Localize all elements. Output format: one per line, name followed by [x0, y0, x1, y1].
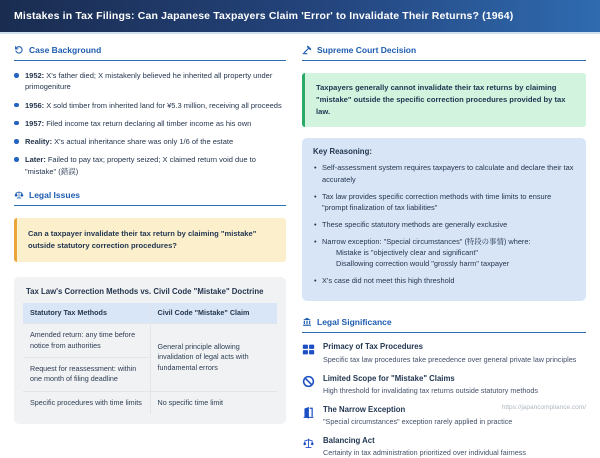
legal-issue-question-box: Can a taxpayer invalidate their tax return by claiming "mistake" outside statutory correction procedures?: [14, 218, 286, 262]
grid-icon: [302, 343, 315, 356]
significance-title: The Narrow Exception: [323, 404, 406, 414]
sub-item: Disallowing correction would "grossly harm" taxpayer: [336, 259, 510, 269]
balance-scale-icon: [302, 437, 315, 450]
item-label: 1956:: [25, 100, 45, 110]
table-cell-merged: General principle allowing invalidation of legal acts with fundamental errors: [150, 324, 277, 392]
key-reasoning-box: [302, 138, 586, 301]
ban-icon: [302, 375, 315, 388]
significance-item: [302, 342, 586, 364]
item-text: X's actual inheritance share was only 1/6 of the estate: [54, 137, 234, 146]
main-content: [0, 34, 600, 458]
significance-item: [302, 374, 586, 396]
significance-text: [323, 436, 526, 458]
significance-desc: "Special circumstances" exception rarely applied in practice: [323, 416, 513, 426]
table-row: [23, 391, 277, 414]
list-item: [313, 236, 575, 269]
list-item: [14, 154, 286, 177]
list-item: • Self-assessment system requires taxpayers to calculate and declare their tax accurately: [313, 162, 575, 184]
table-cell: No specific time limit: [150, 391, 277, 414]
section-case-background: [14, 45, 286, 61]
significance-title: Primacy of Tax Procedures: [323, 342, 423, 352]
significance-desc: Certainty in tax administration prioritized over individual fairness: [323, 448, 526, 458]
comparison-table: [23, 303, 277, 414]
list-item: [14, 70, 286, 93]
section-title: Legal Issues: [29, 189, 81, 200]
item-text: Failed to pay tax; property seized; X claimed return void due to "mistake" (錯誤): [25, 155, 256, 176]
list-item: • X's case did not meet this high threshold: [313, 275, 575, 286]
item-label: 1957:: [25, 118, 45, 128]
header-bar: [0, 0, 600, 34]
history-icon: [14, 45, 24, 55]
list-item: [14, 118, 286, 129]
case-background-list: [14, 70, 286, 177]
section-supreme-court: [302, 45, 586, 61]
section-title: Supreme Court Decision: [317, 45, 417, 55]
door-open-icon: [302, 406, 315, 419]
section-legal-issues: [14, 190, 286, 206]
item-label: 1952:: [25, 71, 45, 80]
landmark-icon: [302, 317, 312, 327]
item-text: X's father died; X mistakenly believed he inherited all property under primogeniture: [25, 71, 273, 92]
page-title: Mistakes in Tax Filings: Can Japanese Taxpayers Claim 'Error' to Invalidate Their Returns? (1964): [14, 10, 514, 22]
item-text: Narrow exception: "Special circumstances" (特段の事情) where:: [322, 236, 531, 246]
section-legal-significance: [302, 317, 586, 333]
holding-box: Taxpayers generally cannot invalidate their tax returns by claiming "mistake" outside the specific correction procedures provided by tax law.: [302, 73, 586, 127]
table-cell: Request for reassessment: within one month of filing deadline: [23, 357, 150, 391]
list-item: • Tax law provides specific correction methods with time limits to ensure "prompt finalization of tax liabilities": [313, 191, 575, 213]
key-reasoning-list: [313, 162, 575, 286]
table-row: [23, 324, 277, 358]
scale-icon: [14, 190, 24, 200]
list-item: [14, 136, 286, 147]
gavel-icon: [302, 45, 312, 55]
significance-text: [323, 374, 538, 396]
significance-title: Limited Scope for "Mistake" Claims: [323, 373, 455, 383]
sub-item: Mistake is "objectively clear and significant": [336, 248, 479, 258]
comparison-card: [14, 277, 286, 424]
significance-item: [302, 436, 586, 458]
column-header: Statutory Tax Methods: [23, 303, 150, 324]
table-header-row: [23, 303, 277, 324]
list-item: • These specific statutory methods are generally exclusive: [313, 219, 575, 230]
significance-desc: Specific tax law procedures take precedence over general private law principles: [323, 354, 577, 364]
section-title: Legal Significance: [317, 317, 392, 328]
significance-text: [323, 342, 576, 364]
right-column: [302, 45, 586, 458]
list-item: [14, 100, 286, 111]
item-label: Reality:: [25, 137, 53, 146]
comparison-title: Tax Law's Correction Methods vs. Civil Code "Mistake" Doctrine: [26, 287, 264, 297]
section-title: Case Background: [29, 45, 102, 55]
significance-desc: High threshold for invalidating tax returns outside statutory methods: [323, 385, 538, 395]
column-header: Civil Code "Mistake" Claim: [150, 303, 277, 324]
left-column: [14, 45, 286, 458]
item-text: Filed income tax return declaring all timber income as his own: [46, 118, 252, 128]
item-text: X sold timber from inherited land for ¥5.3 million, receiving all proceeds: [46, 100, 282, 110]
key-reasoning-title: Key Reasoning:: [313, 147, 372, 157]
table-cell: Amended return: any time before notice from authorities: [23, 324, 150, 358]
legal-significance-section: [302, 317, 586, 458]
table-cell: Specific procedures with time limits: [23, 391, 150, 414]
significance-title: Balancing Act: [323, 436, 375, 446]
source-url-link[interactable]: https://japancompliance.com/: [501, 404, 586, 411]
item-label: Later:: [25, 155, 46, 165]
